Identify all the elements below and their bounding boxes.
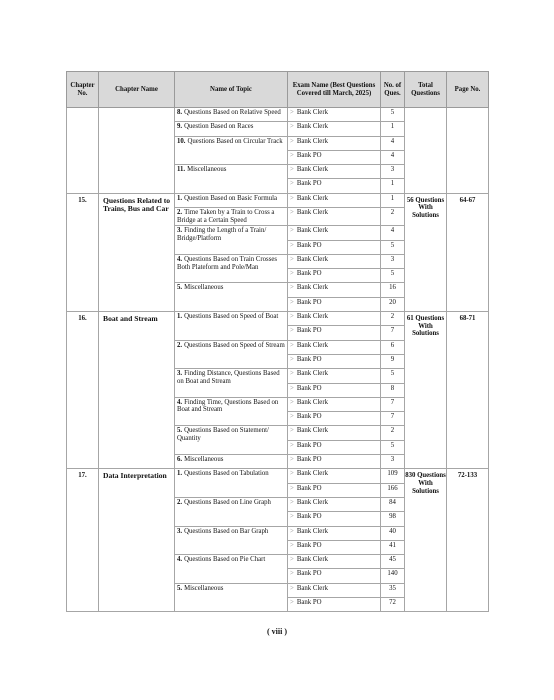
exam-cell <box>288 312 381 326</box>
table-row <box>67 469 489 483</box>
topic-title: Question Based on Basic Formula <box>184 194 277 202</box>
question-count: 6 <box>381 340 405 354</box>
chapter-name: Boat and Stream <box>99 312 175 469</box>
topic-title: Questions Based on Statement/ Quantity <box>177 427 269 443</box>
arrow-bullet-icon: > <box>290 541 294 549</box>
arrow-bullet-icon: > <box>290 255 294 263</box>
exam-cell <box>288 497 381 511</box>
topic-title: Miscellaneous <box>187 166 227 174</box>
question-count: 109 <box>381 469 405 483</box>
question-count: 1 <box>381 122 405 136</box>
topic-title: Questions Based on Speed of Stream <box>184 341 285 349</box>
topic-number: 2. <box>177 341 183 349</box>
exam-name: Bank Clerk <box>296 527 328 535</box>
topic-number: 5. <box>177 584 183 592</box>
exam-cell <box>288 440 381 454</box>
chapter-name <box>99 108 175 194</box>
exam-name: Bank Clerk <box>296 137 328 145</box>
topic-number: 5. <box>177 427 183 435</box>
exam-name: Bank Clerk <box>296 209 328 217</box>
question-count: 4 <box>381 136 405 150</box>
exam-name: Bank Clerk <box>296 313 328 321</box>
question-count: 5 <box>381 108 405 122</box>
exam-name: Bank PO <box>296 180 322 188</box>
topic-cell <box>175 108 288 122</box>
header-total: Total Questions <box>405 72 447 108</box>
page-range: 68-71 <box>447 312 489 469</box>
topic-title: Questions Based on Train Crosses Both Plateform and Pole/Man <box>177 255 278 271</box>
question-count: 98 <box>381 512 405 526</box>
question-count: 35 <box>381 583 405 597</box>
topic-number: 2. <box>177 498 183 506</box>
topic-number: 5. <box>177 284 183 292</box>
question-count: 84 <box>381 497 405 511</box>
exam-cell <box>288 569 381 583</box>
question-count: 20 <box>381 297 405 311</box>
arrow-bullet-icon: > <box>290 527 294 535</box>
topic-cell <box>175 136 288 165</box>
arrow-bullet-icon: > <box>290 151 294 159</box>
question-count: 41 <box>381 540 405 554</box>
question-count: 166 <box>381 483 405 497</box>
question-count: 3 <box>381 254 405 268</box>
exam-name: Bank Clerk <box>296 556 328 564</box>
arrow-bullet-icon: > <box>290 513 294 521</box>
exam-cell <box>288 483 381 497</box>
exam-name: Bank Clerk <box>296 166 328 174</box>
exam-cell <box>288 583 381 597</box>
question-count: 3 <box>381 455 405 469</box>
arrow-bullet-icon: > <box>290 209 294 217</box>
topic-number: 11. <box>177 166 186 174</box>
arrow-bullet-icon: > <box>290 137 294 145</box>
exam-cell <box>288 193 381 207</box>
exam-cell <box>288 383 381 397</box>
arrow-bullet-icon: > <box>290 498 294 506</box>
topic-title: Questions Based on Circular Track <box>187 137 283 145</box>
question-count: 72 <box>381 598 405 612</box>
topic-title: Question Based on Races <box>184 123 254 131</box>
exam-name: Bank Clerk <box>296 123 328 131</box>
question-count: 1 <box>381 193 405 207</box>
exam-cell <box>288 555 381 569</box>
topic-cell <box>175 526 288 555</box>
arrow-bullet-icon: > <box>290 123 294 131</box>
topic-number: 2. <box>177 209 183 217</box>
header-exam: Exam Name (Best Questions Covered till March, 2025) <box>288 72 381 108</box>
arrow-bullet-icon: > <box>290 166 294 174</box>
exam-cell <box>288 269 381 283</box>
chapter-number <box>67 108 99 194</box>
exam-name: Bank PO <box>296 355 322 363</box>
question-count: 4 <box>381 150 405 164</box>
topic-cell <box>175 165 288 194</box>
topic-number: 6. <box>177 456 183 464</box>
exam-cell <box>288 297 381 311</box>
exam-name: Bank PO <box>296 513 322 521</box>
topic-number: 4. <box>177 556 183 564</box>
question-count: 7 <box>381 397 405 411</box>
exam-name: Bank Clerk <box>296 470 328 478</box>
topic-title: Questions Based on Relative Speed <box>184 109 281 116</box>
topic-title: Time Taken by a Train to Cross a Bridge at a Certain Speed <box>177 209 275 224</box>
exam-name: Bank PO <box>296 151 322 159</box>
topic-title: Questions Based on Line Graph <box>184 498 271 506</box>
question-count: 4 <box>381 226 405 240</box>
exam-cell <box>288 283 381 297</box>
exam-name: Bank Clerk <box>296 194 328 202</box>
arrow-bullet-icon: > <box>290 584 294 592</box>
topic-cell <box>175 208 288 226</box>
exam-name: Bank PO <box>296 484 322 492</box>
topic-cell <box>175 283 288 312</box>
exam-cell <box>288 254 381 268</box>
exam-name: Bank Clerk <box>296 227 328 235</box>
topic-number: 3. <box>177 227 183 235</box>
topic-title: Questions Based on Speed of Boat <box>184 313 279 321</box>
exam-cell <box>288 150 381 164</box>
question-count: 7 <box>381 412 405 426</box>
topic-cell <box>175 312 288 341</box>
arrow-bullet-icon: > <box>290 241 294 249</box>
exam-name: Bank PO <box>296 241 322 249</box>
topic-title: Finding the Length of a Train/ Bridge/Platform <box>177 227 267 242</box>
topic-cell <box>175 254 288 283</box>
exam-name: Bank PO <box>296 441 322 449</box>
table-row <box>67 193 489 207</box>
topic-title: Finding Distance, Questions Based on Boat and Stream <box>177 370 280 385</box>
header-chapter-name: Chapter Name <box>99 72 175 108</box>
arrow-bullet-icon: > <box>290 298 294 306</box>
exam-cell <box>288 326 381 340</box>
header-row <box>67 72 489 108</box>
topic-number: 1. <box>177 313 183 321</box>
arrow-bullet-icon: > <box>290 109 294 116</box>
question-count: 140 <box>381 569 405 583</box>
arrow-bullet-icon: > <box>290 484 294 492</box>
arrow-bullet-icon: > <box>290 355 294 363</box>
arrow-bullet-icon: > <box>290 441 294 449</box>
chapter-number: 15. <box>67 193 99 311</box>
exam-name: Bank PO <box>296 541 322 549</box>
question-count: 2 <box>381 208 405 226</box>
topic-cell <box>175 369 288 398</box>
topic-number: 1. <box>177 194 183 202</box>
topic-number: 4. <box>177 398 183 406</box>
topic-title: Miscellaneous <box>184 584 224 592</box>
contents-table <box>66 71 489 612</box>
arrow-bullet-icon: > <box>290 270 294 278</box>
exam-cell <box>288 108 381 122</box>
question-count: 5 <box>381 440 405 454</box>
exam-cell <box>288 165 381 179</box>
topic-number: 3. <box>177 527 183 535</box>
table-row <box>67 312 489 326</box>
arrow-bullet-icon: > <box>290 327 294 335</box>
question-count: 5 <box>381 269 405 283</box>
exam-name: Bank Clerk <box>296 370 328 378</box>
exam-name: Bank PO <box>296 570 322 578</box>
exam-cell <box>288 526 381 540</box>
exam-name: Bank Clerk <box>296 255 328 263</box>
topic-number: 9. <box>177 123 183 131</box>
question-count: 5 <box>381 369 405 383</box>
arrow-bullet-icon: > <box>290 341 294 349</box>
topic-title: Miscellaneous <box>184 284 224 292</box>
exam-name: Bank Clerk <box>296 498 328 506</box>
exam-name: Bank Clerk <box>296 398 328 406</box>
chapter-name: Data Interpretation <box>99 469 175 612</box>
exam-cell <box>288 426 381 440</box>
total-questions: 56 Questions With Solutions <box>405 193 447 311</box>
arrow-bullet-icon: > <box>290 413 294 421</box>
topic-cell <box>175 497 288 526</box>
table-row <box>67 108 489 122</box>
exam-cell <box>288 136 381 150</box>
topic-title: Questions Based on Bar Graph <box>184 527 269 535</box>
topic-number: 3. <box>177 370 183 378</box>
exam-cell <box>288 540 381 554</box>
exam-cell <box>288 455 381 469</box>
exam-name: Bank PO <box>296 384 322 392</box>
arrow-bullet-icon: > <box>290 570 294 578</box>
header-page: Page No. <box>447 72 489 108</box>
exam-cell <box>288 240 381 254</box>
arrow-bullet-icon: > <box>290 427 294 435</box>
topic-cell <box>175 455 288 469</box>
exam-name: Bank PO <box>296 298 322 306</box>
exam-name: Bank PO <box>296 599 322 607</box>
exam-name: Bank Clerk <box>296 109 328 116</box>
topic-cell <box>175 397 288 426</box>
exam-name: Bank PO <box>296 327 322 335</box>
header-ques: No. of Ques. <box>381 72 405 108</box>
exam-name: Bank PO <box>296 413 322 421</box>
total-questions: 61 Questions With Solutions <box>405 312 447 469</box>
topic-cell <box>175 583 288 612</box>
exam-cell <box>288 397 381 411</box>
topic-title: Questions Based on Tabulation <box>184 470 269 478</box>
arrow-bullet-icon: > <box>290 384 294 392</box>
question-count: 2 <box>381 426 405 440</box>
question-count: 2 <box>381 312 405 326</box>
question-count: 8 <box>381 383 405 397</box>
page-range: 72-133 <box>447 469 489 612</box>
question-count: 40 <box>381 526 405 540</box>
question-count: 16 <box>381 283 405 297</box>
page-range: 64-67 <box>447 193 489 311</box>
contents-body <box>67 108 489 612</box>
exam-name: Bank Clerk <box>296 284 328 292</box>
topic-cell <box>175 469 288 498</box>
arrow-bullet-icon: > <box>290 227 294 235</box>
arrow-bullet-icon: > <box>290 180 294 188</box>
arrow-bullet-icon: > <box>290 398 294 406</box>
topic-cell <box>175 193 288 207</box>
exam-name: Bank Clerk <box>296 584 328 592</box>
topic-number: 1. <box>177 470 183 478</box>
exam-cell <box>288 340 381 354</box>
question-count: 9 <box>381 354 405 368</box>
exam-cell <box>288 412 381 426</box>
exam-cell <box>288 226 381 240</box>
topic-cell <box>175 340 288 369</box>
topic-cell <box>175 122 288 136</box>
exam-cell <box>288 208 381 226</box>
arrow-bullet-icon: > <box>290 599 294 607</box>
arrow-bullet-icon: > <box>290 556 294 564</box>
header-topic: Name of Topic <box>175 72 288 108</box>
exam-cell <box>288 512 381 526</box>
chapter-number: 16. <box>67 312 99 469</box>
topic-number: 8. <box>177 109 183 116</box>
topic-cell <box>175 555 288 584</box>
topic-title: Miscellaneous <box>184 456 224 464</box>
exam-cell <box>288 369 381 383</box>
question-count: 3 <box>381 165 405 179</box>
exam-cell <box>288 122 381 136</box>
arrow-bullet-icon: > <box>290 370 294 378</box>
page-number: ( viii ) <box>267 627 287 636</box>
topic-number: 10. <box>177 137 186 145</box>
exam-cell <box>288 598 381 612</box>
topic-cell <box>175 226 288 255</box>
arrow-bullet-icon: > <box>290 284 294 292</box>
exam-cell <box>288 179 381 193</box>
exam-name: Bank Clerk <box>296 427 328 435</box>
exam-cell <box>288 354 381 368</box>
question-count: 45 <box>381 555 405 569</box>
topic-title: Finding Time, Questions Based on Boat and Stream <box>177 398 279 414</box>
question-count: 5 <box>381 240 405 254</box>
question-count: 7 <box>381 326 405 340</box>
topic-cell <box>175 426 288 455</box>
total-questions: 830 Questions With Solutions <box>405 469 447 612</box>
exam-name: Bank PO <box>296 456 322 464</box>
exam-name: Bank Clerk <box>296 341 328 349</box>
arrow-bullet-icon: > <box>290 456 294 464</box>
question-count: 1 <box>381 179 405 193</box>
chapter-number: 17. <box>67 469 99 612</box>
arrow-bullet-icon: > <box>290 313 294 321</box>
header-chapter-no: Chapter No. <box>67 72 99 108</box>
exam-cell <box>288 469 381 483</box>
arrow-bullet-icon: > <box>290 194 294 202</box>
total-questions <box>405 108 447 194</box>
chapter-name: Questions Related to Trains, Bus and Car <box>99 193 175 311</box>
page-range <box>447 108 489 194</box>
exam-name: Bank PO <box>296 270 322 278</box>
topic-number: 4. <box>177 255 183 263</box>
arrow-bullet-icon: > <box>290 470 294 478</box>
topic-title: Questions Based on Pie Chart <box>184 556 266 564</box>
